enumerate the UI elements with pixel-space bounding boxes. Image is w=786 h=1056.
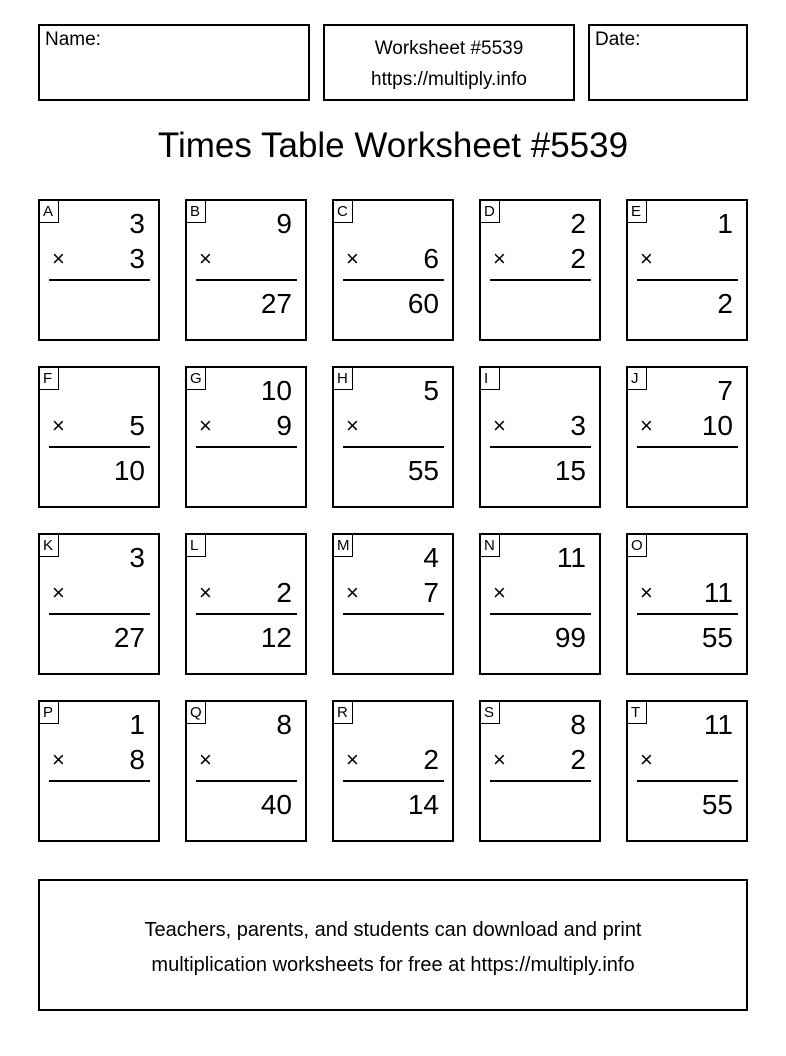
times-sign: × [640,246,653,271]
answer-value: 40 [260,789,292,820]
bottom-factor: 8 [129,744,145,775]
problem-card [479,700,601,842]
top-factor: 4 [423,542,439,573]
answer-rule [637,780,738,782]
problem-label: G [186,367,206,390]
answer-rule [196,279,297,281]
problem-label: B [186,200,206,223]
problem-label: R [333,701,353,724]
times-sign: × [346,747,359,772]
date-field-box [588,24,748,101]
answer-rule [637,279,738,281]
problem-card [332,533,454,675]
bottom-factor: 5 [129,410,145,441]
times-sign: × [346,580,359,605]
bottom-factor: 2 [276,577,292,608]
worksheet-number: Worksheet #5539 [374,38,524,59]
answer-rule [49,613,150,615]
answer-rule [490,446,591,448]
bottom-factor: 3 [129,243,145,274]
times-sign: × [493,747,506,772]
problem-card [332,700,454,842]
answer-rule [343,780,444,782]
answer-rule [49,780,150,782]
problem-label: E [627,200,647,223]
bottom-factor: 2 [570,744,586,775]
answer-rule [490,780,591,782]
top-factor: 5 [423,375,439,406]
bottom-factor: 2 [423,744,439,775]
top-factor: 10 [260,375,292,406]
times-sign: × [640,580,653,605]
answer-rule [343,279,444,281]
problem-card [185,700,307,842]
problem-card [332,366,454,508]
name-label: Name: [45,29,101,50]
problem-card [38,366,160,508]
times-sign: × [52,580,65,605]
problem-label: F [39,367,59,390]
problem-label: J [627,367,647,390]
problem-card [626,366,748,508]
times-sign: × [199,246,212,271]
answer-rule [49,279,150,281]
footer-note [38,879,748,1011]
problem-label: I [480,367,500,390]
problem-card [38,199,160,341]
footer-line-2: multiplication worksheets for free at https://multiply.info [151,954,635,976]
top-factor: 1 [717,208,733,239]
problem-card [185,366,307,508]
problem-card [479,366,601,508]
date-label: Date: [595,29,641,50]
times-sign: × [493,246,506,271]
answer-rule [196,780,297,782]
answer-rule [343,613,444,615]
top-factor: 9 [276,208,292,239]
answer-rule [49,446,150,448]
bottom-factor: 6 [423,243,439,274]
problem-card [185,199,307,341]
problem-card [185,533,307,675]
problem-label: L [186,534,206,557]
answer-value: 27 [260,288,292,319]
answer-value: 55 [701,622,733,653]
problem-label: K [39,534,59,557]
times-sign: × [346,246,359,271]
answer-value: 55 [701,789,733,820]
problem-label: C [333,200,353,223]
top-factor: 8 [570,709,586,740]
times-sign: × [52,747,65,772]
problem-card [626,700,748,842]
bottom-factor: 7 [423,577,439,608]
problem-label: H [333,367,353,390]
top-factor: 7 [717,375,733,406]
problem-label: P [39,701,59,724]
times-sign: × [493,413,506,438]
answer-value: 55 [407,455,439,486]
answer-rule [637,613,738,615]
top-factor: 3 [129,208,145,239]
top-factor: 2 [570,208,586,239]
times-sign: × [199,413,212,438]
top-factor: 1 [129,709,145,740]
answer-value: 10 [113,455,145,486]
top-factor: 11 [556,542,586,573]
problem-label: M [333,534,353,557]
problem-card [332,199,454,341]
answer-value: 27 [113,622,145,653]
problem-label: T [627,701,647,724]
top-factor: 11 [703,709,733,740]
problem-label: Q [186,701,206,724]
times-sign: × [199,747,212,772]
times-sign: × [52,413,65,438]
times-sign: × [52,246,65,271]
bottom-factor: 10 [701,410,733,441]
answer-rule [490,613,591,615]
answer-rule [637,446,738,448]
answer-rule [196,613,297,615]
answer-value: 2 [717,288,733,319]
answer-value: 99 [554,622,586,653]
answer-value: 15 [554,455,586,486]
answer-value: 60 [407,288,439,319]
problem-card [626,199,748,341]
problem-label: N [480,534,500,557]
bottom-factor: 2 [570,243,586,274]
problem-label: O [627,534,647,557]
top-factor: 3 [129,542,145,573]
times-sign: × [640,413,653,438]
problem-card [38,700,160,842]
bottom-factor: 9 [276,410,292,441]
times-sign: × [640,747,653,772]
times-sign: × [346,413,359,438]
problem-label: D [480,200,500,223]
name-field-box [38,24,310,101]
problem-card [479,199,601,341]
answer-value: 12 [260,622,292,653]
top-factor: 8 [276,709,292,740]
problem-label: A [39,200,59,223]
page-title: Times Table Worksheet #5539 [157,126,629,165]
answer-rule [196,446,297,448]
worksheet-id-box [323,24,575,101]
bottom-factor: 3 [570,410,586,441]
problem-card [479,533,601,675]
footer-line-1: Teachers, parents, and students can download and print [144,919,642,941]
problem-card [38,533,160,675]
answer-value: 14 [407,789,439,820]
problem-label: S [480,701,500,724]
worksheet-url: https://multiply.info [371,69,527,90]
problem-card [626,533,748,675]
answer-rule [490,279,591,281]
times-sign: × [199,580,212,605]
times-sign: × [493,580,506,605]
bottom-factor: 11 [703,577,733,608]
answer-rule [343,446,444,448]
